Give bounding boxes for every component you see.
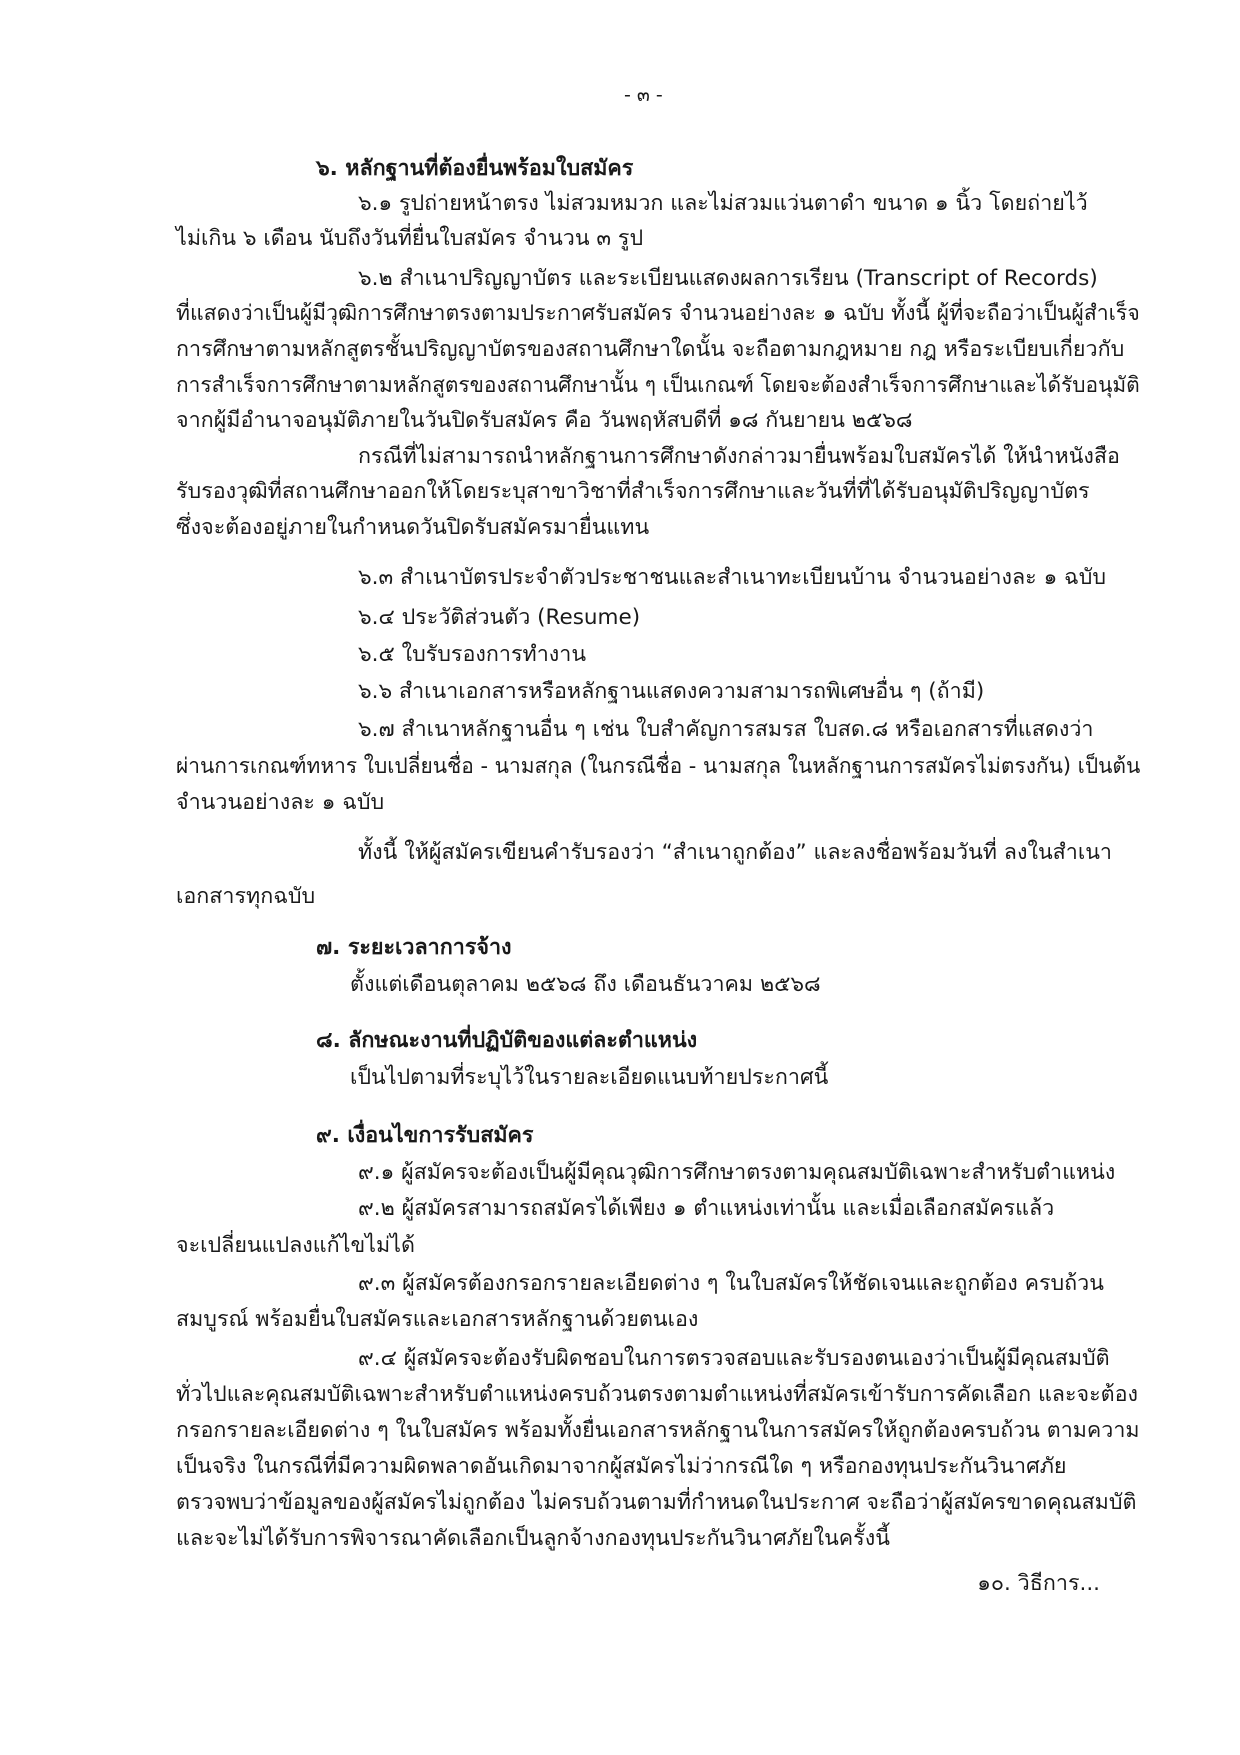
para-6-3: ๖.๓ สำเนาบัตรประจำตัวประชาชนและสำเนาทะเบียนบ้าน จำนวนอย่างละ ๑ ฉบับ: [358, 565, 1106, 590]
para-9-2-line-1: ๙.๒ ผู้สมัครสามารถสมัครได้เพียง ๑ ตำแหน่งเท่านั้น และเมื่อเลือกสมัครแล้ว: [358, 1196, 1055, 1221]
para-9-4-line-1: ๙.๔ ผู้สมัครจะต้องรับผิดชอบในการตรวจสอบและรับรองตนเองว่าเป็นผู้มีคุณสมบัติ: [358, 1346, 1110, 1371]
para-9-3-line-2: สมบูรณ์ พร้อมยื่นใบสมัครและเอกสารหลักฐานด้วยตนเอง: [176, 1307, 699, 1332]
section-8-heading: ๘. ลักษณะงานที่ปฏิบัติของแต่ละตำแหน่ง: [316, 1028, 698, 1053]
para-6-4: ๖.๔ ประวัติส่วนตัว (Resume): [358, 605, 641, 630]
para-6-2-line-2: ที่แสดงว่าเป็นผู้มีวุฒิการศึกษาตรงตามประกาศรับสมัคร จำนวนอย่างละ ๑ ฉบับ ทั้งนี้ ผู้ที่จะถือว่าเป็นผู้สำเร็จ: [176, 301, 1140, 326]
para-6-2-line-5: จากผู้มีอำนาจอนุมัติภายในวันปิดรับสมัคร คือ วันพฤหัสบดีที่ ๑๘ กันยายน ๒๕๖๘: [176, 408, 913, 433]
section-6-heading: ๖. หลักฐานที่ต้องยื่นพร้อมใบสมัคร: [316, 156, 634, 181]
para-6-6: ๖.๖ สำเนาเอกสารหรือหลักฐานแสดงความสามารถพิเศษอื่น ๆ (ถ้ามี): [358, 679, 985, 704]
continuation-marker: ๑๐. วิธีการ...: [977, 1571, 1100, 1596]
para-6-2-line-4: การสำเร็จการศึกษาตามหลักสูตรของสถานศึกษานั้น ๆ เป็นเกณฑ์ โดยจะต้องสำเร็จการศึกษาและได้รับอนุมัติ: [176, 373, 1140, 398]
para-certify-line-2: เอกสารทุกฉบับ: [176, 884, 316, 909]
para-6-7-line-1: ๖.๗ สำเนาหลักฐานอื่น ๆ เช่น ใบสำคัญการสมรส ใบสด.๘ หรือเอกสารที่แสดงว่า: [358, 717, 1094, 742]
para-6-1-line-1: ๖.๑ รูปถ่ายหน้าตรง ไม่สวมหมวก และไม่สวมแว่นตาดำ ขนาด ๑ นิ้ว โดยถ่ายไว้: [358, 191, 1088, 216]
para-alt-line-1: กรณีที่ไม่สามารถนำหลักฐานการศึกษาดังกล่าวมายื่นพร้อมใบสมัครได้ ให้นำหนังสือ: [358, 444, 1120, 469]
para-alt-line-3: ซึ่งจะต้องอยู่ภายในกำหนดวันปิดรับสมัครมายื่นแทน: [176, 515, 650, 540]
para-6-2-line-1: ๖.๒ สำเนาปริญญาบัตร และระเบียนแสดงผลการเรียน (Transcript of Records): [358, 266, 1098, 291]
para-certify-line-1: ทั้งนี้ ให้ผู้สมัครเขียนคำรับรองว่า “สำเนาถูกต้อง” และลงชื่อพร้อมวันที่ ลงในสำเนา: [358, 840, 1112, 865]
para-6-7-line-2: ผ่านการเกณฑ์ทหาร ใบเปลี่ยนชื่อ - นามสกุล (ในกรณีชื่อ - นามสกุล ในหลักฐานการสมัครไม่ตรงกัน) เป็นต้น: [176, 754, 1141, 779]
para-6-1-line-2: ไม่เกิน ๖ เดือน นับถึงวันที่ยื่นใบสมัคร จำนวน ๓ รูป: [176, 226, 644, 251]
para-9-4-line-2: ทั่วไปและคุณสมบัติเฉพาะสำหรับตำแหน่งครบถ้วนตรงตามตำแหน่งที่สมัครเข้ารับการคัดเลือก และจะต้อง: [176, 1382, 1139, 1407]
section-9-heading: ๙. เงื่อนไขการรับสมัคร: [316, 1123, 534, 1148]
page-number: - ๓ -: [624, 84, 663, 106]
section-8-body: เป็นไปตามที่ระบุไว้ในรายละเอียดแนบท้ายประกาศนี้: [350, 1065, 829, 1090]
para-alt-line-2: รับรองวุฒิที่สถานศึกษาออกให้โดยระบุสาขาวิชาที่สำเร็จการศึกษาและวันที่ที่ได้รับอนุมัติปริญญาบัตร: [176, 479, 1090, 504]
para-9-4-line-6: และจะไม่ได้รับการพิจารณาคัดเลือกเป็นลูกจ้างกองทุนประกันวินาศภัยในครั้งนี้: [176, 1526, 890, 1551]
para-9-3-line-1: ๙.๓ ผู้สมัครต้องกรอกรายละเอียดต่าง ๆ ในใบสมัครให้ชัดเจนและถูกต้อง ครบถ้วน: [358, 1271, 1104, 1296]
para-6-2-line-3: การศึกษาตามหลักสูตรชั้นปริญญาบัตรของสถานศึกษาใดนั้น จะถือตามกฎหมาย กฎ หรือระเบียบเกี่ยวกับ: [176, 337, 1125, 362]
para-9-2-line-2: จะเปลี่ยนแปลงแก้ไขไม่ได้: [176, 1233, 415, 1258]
para-9-1: ๙.๑ ผู้สมัครจะต้องเป็นผู้มีคุณวุฒิการศึกษาตรงตามคุณสมบัติเฉพาะสำหรับตำแหน่ง: [358, 1160, 1116, 1185]
section-7-heading: ๗. ระยะเวลาการจ้าง: [316, 935, 512, 960]
section-7-body: ตั้งแต่เดือนตุลาคม ๒๕๖๘ ถึง เดือนธันวาคม ๒๕๖๘: [350, 972, 821, 997]
para-6-5: ๖.๕ ใบรับรองการทำงาน: [358, 642, 587, 667]
para-9-4-line-3: กรอกรายละเอียดต่าง ๆ ในใบสมัคร พร้อมทั้งยื่นเอกสารหลักฐานในการสมัครให้ถูกต้องครบถ้วน ตามความ: [176, 1418, 1140, 1443]
para-9-4-line-5: ตรวจพบว่าข้อมูลของผู้สมัครไม่ถูกต้อง ไม่ครบถ้วนตามที่กำหนดในประกาศ จะถือว่าผู้สมัครขาดคุณสมบัติ: [176, 1490, 1137, 1515]
para-9-4-line-4: เป็นจริง ในกรณีที่มีความผิดพลาดอันเกิดมาจากผู้สมัครไม่ว่ากรณีใด ๆ หรือกองทุนประกันวินาศภัย: [176, 1454, 1067, 1479]
para-6-7-line-3: จำนวนอย่างละ ๑ ฉบับ: [176, 790, 385, 815]
